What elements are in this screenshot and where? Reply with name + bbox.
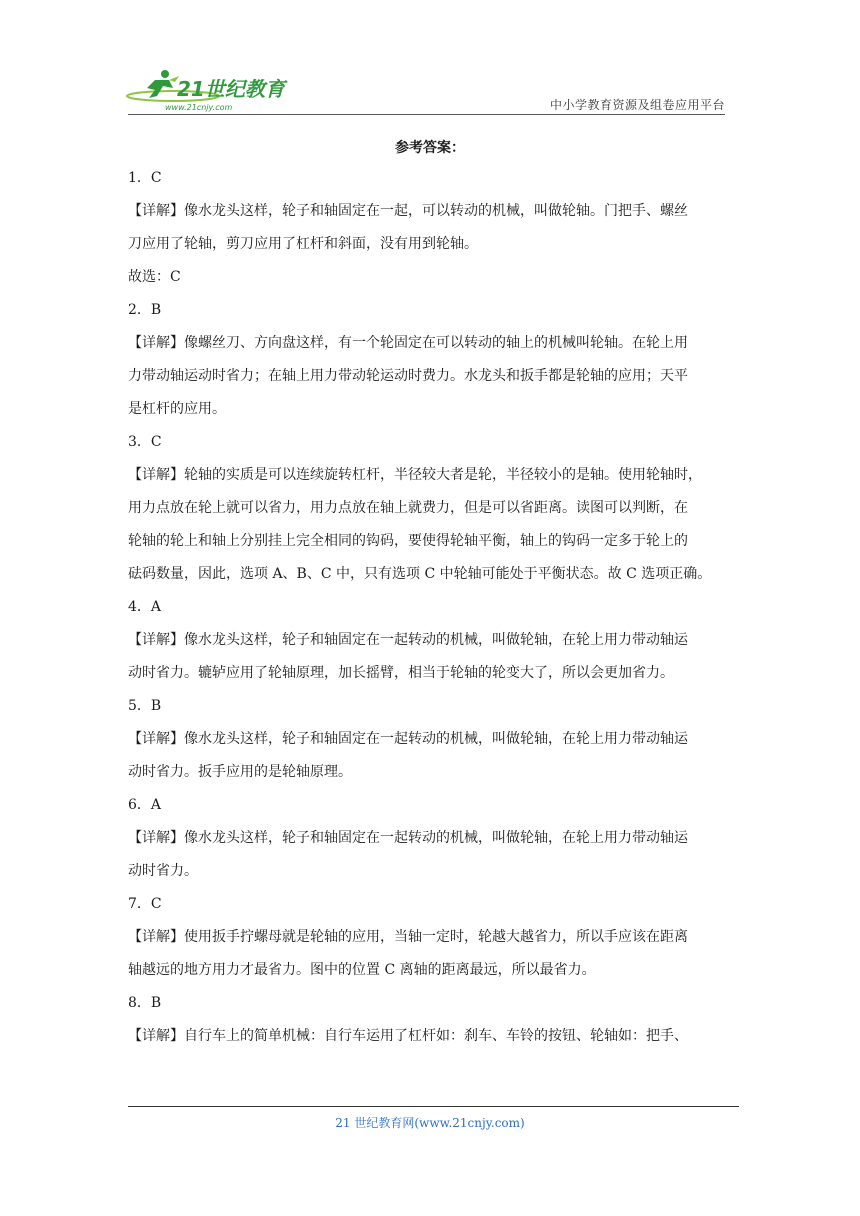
text-line: 4．A: [128, 599, 162, 615]
text-line: 7．C: [128, 896, 162, 912]
text-line: 【详解】像螺丝刀、方向盘这样，有一个轮固定在可以转动的轴上的机械叫轮轴。在轮上用: [128, 335, 688, 351]
text-line: 动时省力。扳手应用的是轮轴原理。: [128, 764, 352, 780]
text-line: 【详解】轮轴的实质是可以连续旋转杠杆，半径较大者是轮，半径较小的是轴。使用轮轴时，: [128, 467, 702, 483]
logo: [125, 66, 305, 112]
text-line: 1．C: [128, 170, 162, 186]
text-line: 2．B: [128, 302, 162, 318]
text-line: 【详解】像水龙头这样，轮子和轴固定在一起，可以转动的机械，叫做轮轴。门把手、螺丝: [128, 203, 688, 219]
text-line: 砝码数量，因此，选项 A、B、C 中，只有选项 C 中轮轴可能处于平衡状态。故 C 选项正确。: [128, 566, 712, 582]
page-title: 参考答案：: [395, 140, 465, 156]
svg-text:www.21cnjy.com: www.21cnjy.com: [165, 103, 233, 112]
text-line: 3．C: [128, 434, 162, 450]
text-line: 【详解】使用扳手拧螺母就是轮轴的应用，当轴一定时，轮越大越省力，所以手应该在距离: [128, 929, 688, 945]
text-line: 故选：C: [128, 269, 181, 285]
text-line: 轴越远的地方用力才最省力。图中的位置 C 离轴的距离最远，所以最省力。: [128, 962, 596, 978]
answer-content: [128, 162, 740, 1053]
svg-text:21世纪教育: 21世纪教育: [177, 77, 285, 101]
footer-divider: [128, 1106, 739, 1107]
text-line: 【详解】像水龙头这样，轮子和轴固定在一起转动的机械，叫做轮轴，在轮上用力带动轴运: [128, 731, 688, 747]
text-line: 动时省力。辘轳应用了轮轴原理，加长摇臂，相当于轮轴的轮变大了，所以会更加省力。: [128, 665, 674, 681]
text-line: 动时省力。: [128, 863, 198, 879]
page-header: [125, 62, 725, 116]
text-line: 力带动轴运动时省力；在轴上用力带动轮运动时费力。水龙头和扳手都是轮轴的应用；天平: [128, 368, 688, 384]
footer-link[interactable]: 21 世纪教育网(www.21cnjy.com): [335, 1116, 525, 1130]
text-line: 【详解】像水龙头这样，轮子和轴固定在一起转动的机械，叫做轮轴，在轮上用力带动轴运: [128, 632, 688, 648]
header-divider: [128, 114, 725, 115]
text-line: 刀应用了轮轴，剪刀应用了杠杆和斜面，没有用到轮轴。: [128, 236, 478, 252]
text-line: 用力点放在轮上就可以省力，用力点放在轴上就费力，但是可以省距离。读图可以判断，在: [128, 500, 688, 516]
text-line: 是杠杆的应用。: [128, 401, 226, 417]
text-line: 【详解】像水龙头这样，轮子和轴固定在一起转动的机械，叫做轮轴，在轮上用力带动轴运: [128, 830, 688, 846]
text-line: 8．B: [128, 995, 162, 1011]
text-line: 6．A: [128, 797, 162, 813]
text-line: 5．B: [128, 698, 162, 714]
text-line: 【详解】自行车上的简单机械：自行车运用了杠杆如：刹车、车铃的按钮、轮轴如：把手、: [128, 1028, 688, 1044]
platform-name: 中小学教育资源及组卷应用平台: [549, 98, 725, 112]
text-line: 轮轴的轮上和轴上分别挂上完全相同的钩码，要使得轮轴平衡，轴上的钩码一定多于轮上的: [128, 533, 688, 549]
